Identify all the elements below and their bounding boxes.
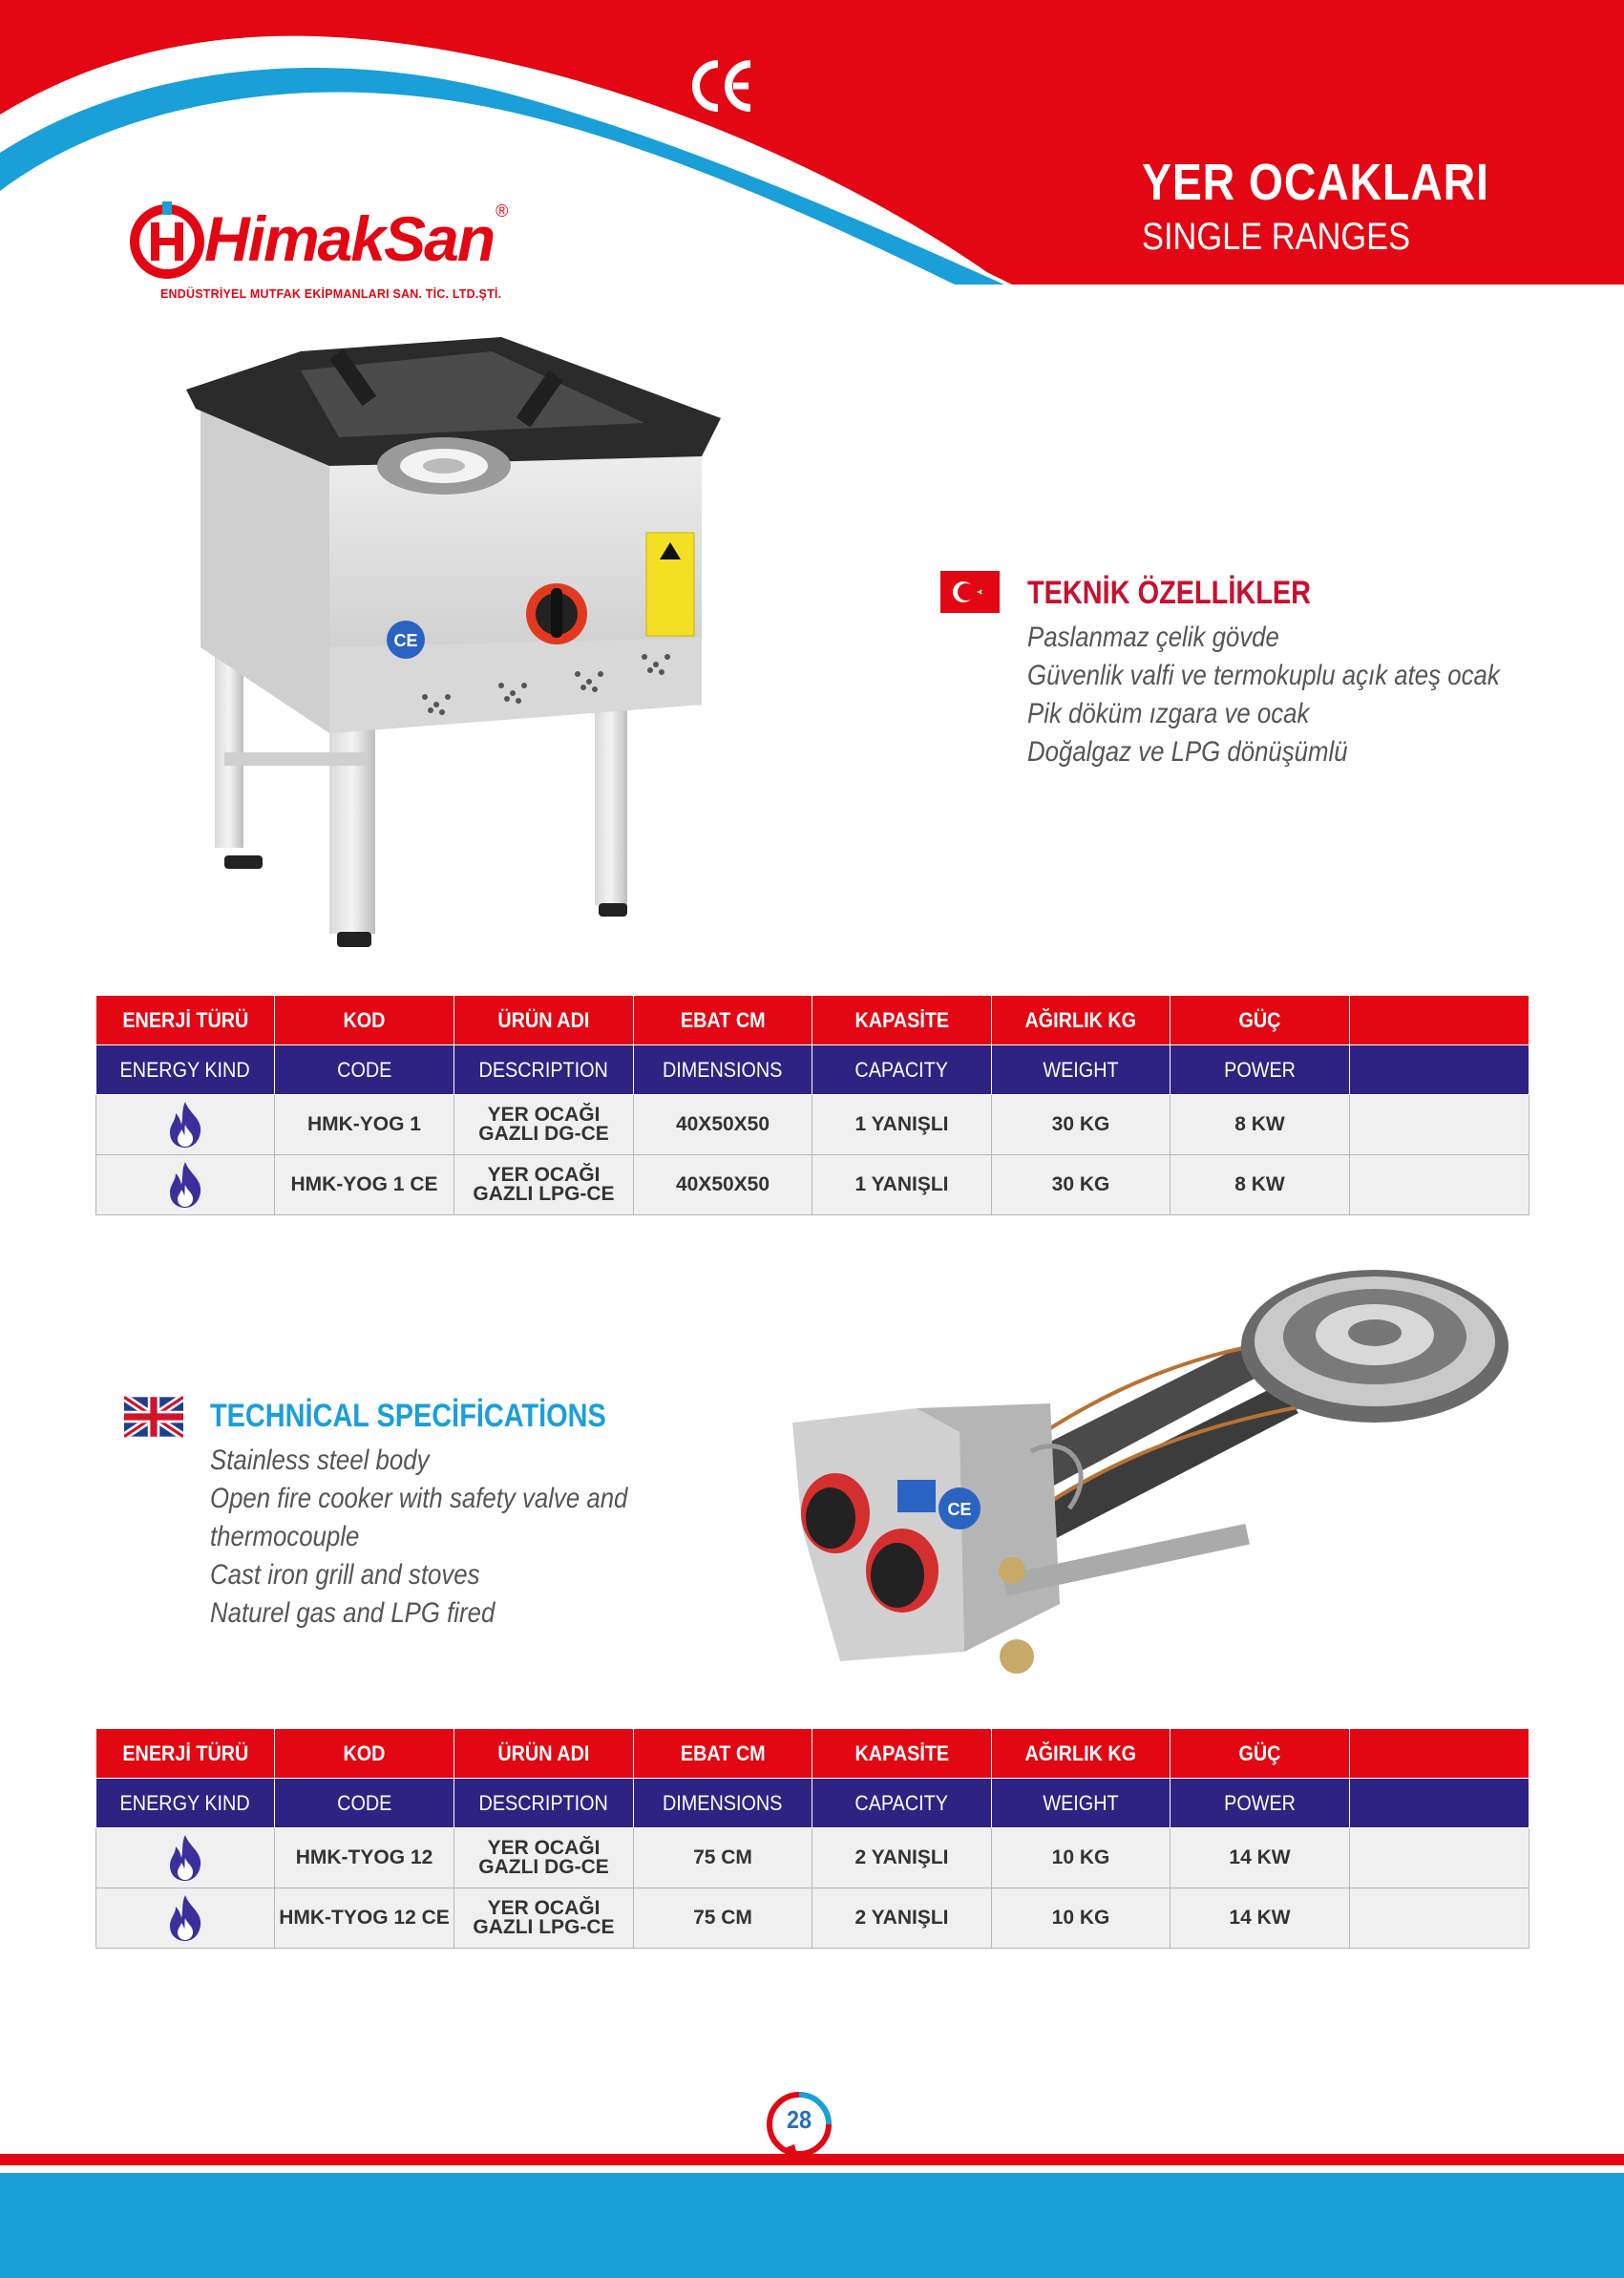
spec-en-title: TECHNİCAL SPECİFİCATİONS <box>210 1398 606 1434</box>
col-header: CODE <box>275 1779 454 1828</box>
power-cell: 8 KW <box>1171 1095 1350 1155</box>
weight-cell: 30 KG <box>992 1155 1171 1215</box>
table-header-en <box>96 1045 1529 1095</box>
energy-cell <box>96 1155 275 1215</box>
spec-tr-line: Paslanmaz çelik gövde <box>1027 622 1279 653</box>
col-header: DESCRIPTION <box>454 1045 634 1095</box>
col-header: AĞIRLIK KG <box>992 996 1171 1045</box>
col-header: AĞIRLIK KG <box>992 1729 1171 1779</box>
col-header: KAPASİTE <box>812 996 992 1045</box>
col-header: ENERGY KIND <box>96 1045 275 1095</box>
brand-logo-icon <box>124 196 210 282</box>
col-header: ENERJİ TÜRÜ <box>96 1729 275 1779</box>
spec-tr-line: Pik döküm ızgara ve ocak <box>1027 698 1310 729</box>
spec-en-line: thermocouple <box>210 1521 360 1552</box>
svg-text:CE: CE <box>393 631 418 650</box>
spec-en-line: Naturel gas and LPG fired <box>210 1597 496 1629</box>
svg-text:CE: CE <box>947 1500 972 1519</box>
page-title-block <box>1142 154 1546 258</box>
ce-mark-logo <box>687 53 754 119</box>
dimensions-cell: 40X50X50 <box>634 1095 812 1155</box>
spec-tr-list <box>1027 619 1576 771</box>
capacity-cell: 1 YANIŞLI <box>812 1095 992 1155</box>
page-number: 28 <box>786 2105 812 2134</box>
table-row <box>96 1095 1529 1155</box>
weight-cell: 10 KG <box>992 1828 1171 1888</box>
product-table-1 <box>95 995 1529 1215</box>
table-header-tr <box>96 996 1529 1045</box>
col-header: POWER <box>1171 1779 1350 1828</box>
turkey-flag-icon <box>940 571 1000 613</box>
power-cell: 8 KW <box>1171 1155 1350 1215</box>
col-header: KOD <box>275 1729 454 1779</box>
footer-red-stripe <box>0 2154 1624 2165</box>
spec-tr-line: Doğalgaz ve LPG dönüşümlü <box>1027 736 1348 768</box>
power-cell: 14 KW <box>1171 1828 1350 1888</box>
spec-en-line: Stainless steel body <box>210 1445 430 1476</box>
empty-cell <box>1350 1095 1529 1155</box>
burner-assembly-image <box>783 1241 1528 1690</box>
col-header <box>1350 1045 1529 1095</box>
col-header: GÜÇ <box>1171 996 1350 1045</box>
flame-icon <box>164 1160 206 1210</box>
single-range-stove-image <box>186 332 721 962</box>
capacity-cell: 2 YANIŞLI <box>812 1888 992 1949</box>
spec-tr-block <box>1027 577 1576 771</box>
dimensions-cell: 75 CM <box>634 1828 812 1888</box>
col-header: CODE <box>275 1045 454 1095</box>
code-cell: HMK-YOG 1 CE <box>275 1155 454 1215</box>
col-header: WEIGHT <box>992 1045 1171 1095</box>
uk-flag-icon <box>124 1396 183 1438</box>
col-header <box>1350 996 1529 1045</box>
brand-tagline: ENDÜSTRİYEL MUTFAK EKİPMANLARI SAN. TİC. LTD.ŞTİ. <box>160 287 502 301</box>
spec-tr-title: TEKNİK ÖZELLİKLER <box>1027 575 1312 611</box>
page-subtitle: SINGLE RANGES <box>1142 216 1411 258</box>
energy-cell <box>96 1095 275 1155</box>
col-header: DIMENSIONS <box>634 1045 812 1095</box>
table-header-en <box>96 1779 1529 1828</box>
table-header-tr <box>96 1729 1529 1779</box>
col-header: ENERJİ TÜRÜ <box>96 996 275 1045</box>
brand-registered-mark: ® <box>496 201 509 221</box>
col-header: ÜRÜN ADI <box>454 996 634 1045</box>
empty-cell <box>1350 1155 1529 1215</box>
capacity-cell: 2 YANIŞLI <box>812 1828 992 1888</box>
flame-icon <box>164 1893 206 1943</box>
empty-cell <box>1350 1828 1529 1888</box>
flame-icon <box>164 1100 206 1150</box>
table-row <box>96 1828 1529 1888</box>
table-row <box>96 1155 1529 1215</box>
col-header: KAPASİTE <box>812 1729 992 1779</box>
spec-en-list <box>210 1442 696 1633</box>
product-table-2 <box>95 1728 1529 1949</box>
code-cell: HMK-TYOG 12 CE <box>275 1888 454 1949</box>
spec-en-line: Cast iron grill and stoves <box>210 1559 480 1591</box>
dimensions-cell: 75 CM <box>634 1888 812 1949</box>
empty-cell <box>1350 1888 1529 1949</box>
flame-icon <box>164 1833 206 1883</box>
description-cell: YER OCAĞI GAZLI LPG-CE <box>454 1888 634 1949</box>
col-header: POWER <box>1171 1045 1350 1095</box>
col-header: DESCRIPTION <box>454 1779 634 1828</box>
spec-tr-line: Güvenlik valfi ve termokuplu açık ateş ocak <box>1027 660 1500 691</box>
col-header: KOD <box>275 996 454 1045</box>
col-header: CAPACITY <box>812 1779 992 1828</box>
energy-cell <box>96 1828 275 1888</box>
power-cell: 14 KW <box>1171 1888 1350 1949</box>
col-header: EBAT CM <box>634 1729 812 1779</box>
col-header: EBAT CM <box>634 996 812 1045</box>
energy-cell <box>96 1888 275 1949</box>
weight-cell: 30 KG <box>992 1095 1171 1155</box>
footer-blue-band <box>0 2173 1624 2278</box>
spec-en-line: Open fire cooker with safety valve and <box>210 1483 628 1514</box>
description-cell: YER OCAĞI GAZLI DG-CE <box>454 1828 634 1888</box>
capacity-cell: 1 YANIŞLI <box>812 1155 992 1215</box>
description-cell: YER OCAĞI GAZLI LPG-CE <box>454 1155 634 1215</box>
col-header <box>1350 1779 1529 1828</box>
spec-en-block <box>210 1400 696 1633</box>
col-header <box>1350 1729 1529 1779</box>
code-cell: HMK-YOG 1 <box>275 1095 454 1155</box>
col-header: GÜÇ <box>1171 1729 1350 1779</box>
brand-name: HimakSan <box>204 203 495 274</box>
page-title: YER OCAKLARI <box>1142 154 1489 211</box>
col-header: DIMENSIONS <box>634 1779 812 1828</box>
code-cell: HMK-TYOG 12 <box>275 1828 454 1888</box>
description-cell: YER OCAĞI GAZLI DG-CE <box>454 1095 634 1155</box>
col-header: ENERGY KIND <box>96 1779 275 1828</box>
weight-cell: 10 KG <box>992 1888 1171 1949</box>
col-header: ÜRÜN ADI <box>454 1729 634 1779</box>
dimensions-cell: 40X50X50 <box>634 1155 812 1215</box>
col-header: WEIGHT <box>992 1779 1171 1828</box>
table-row <box>96 1888 1529 1949</box>
col-header: CAPACITY <box>812 1045 992 1095</box>
brand-logo <box>124 196 508 301</box>
